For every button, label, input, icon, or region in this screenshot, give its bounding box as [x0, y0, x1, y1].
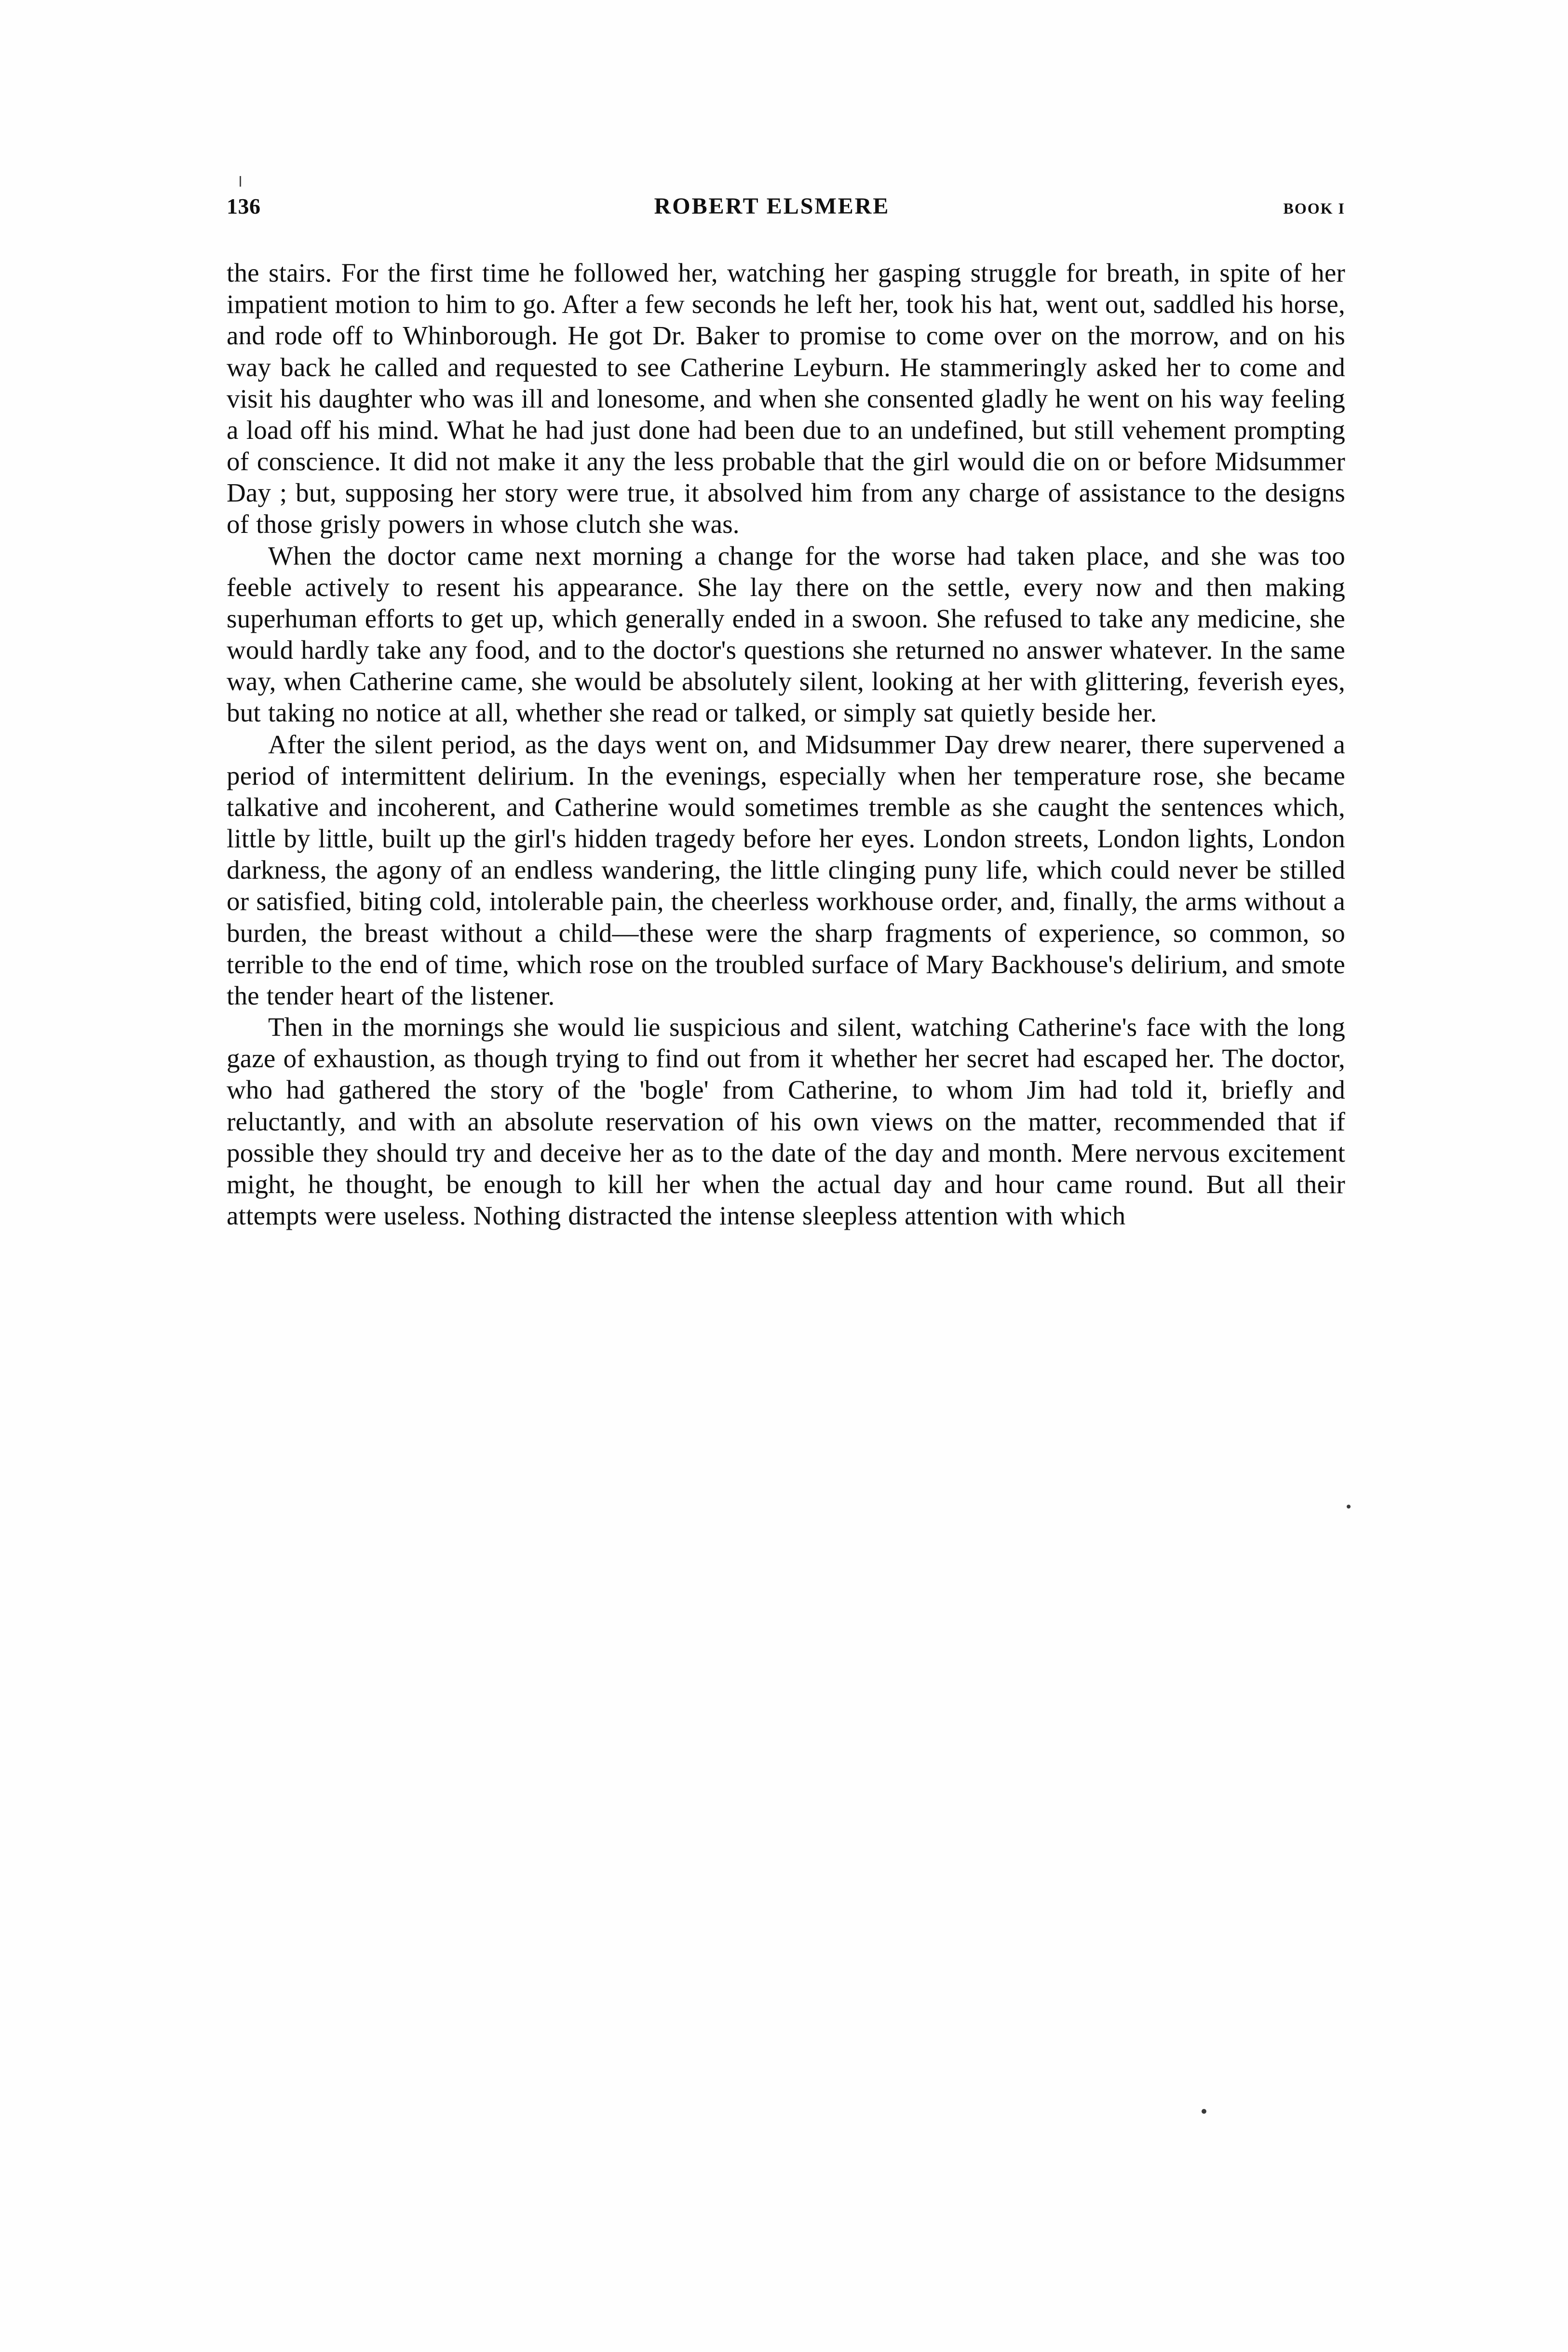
- page-mark-top: [240, 176, 241, 187]
- page-mark-bottom: [1202, 2109, 1206, 2114]
- paragraph: After the silent period, as the days went on, and Midsummer Day drew nearer, there supervened a period of intermittent delirium. In the evenings, especially when her temperature rose, she became talkative and incoherent, and Catherine would sometimes tremble as she caught the sentences which, little by little, built up the girl's hidden tragedy before her eyes. London streets, London lights, London darkness, the agony of an endless wandering, the little clinging puny life, which could never be stilled or satisfied, biting cold, intolerable pain, the cheerless workhouse order, and, finally, the arms without a burden, the breast without a child—these were the sharp fragments of experience, so common, so terrible to the end of time, which rose on the troubled surface of Mary Backhouse's delirium, and smote the tender heart of the listener.: [227, 729, 1345, 1010]
- book-title: ROBERT ELSMERE: [654, 193, 890, 219]
- page-mark-right: [1347, 1505, 1351, 1509]
- paragraph: Then in the mornings she would lie suspicious and silent, watching Catherine's face with the long gaze of exhaustion, as though trying to find out from it whether her secret had escaped her. The doctor, who had gathered the story of the 'bogle' from Catherine, to whom Jim had told it, briefly and reluctantly, and with an absolute reservation of his own views on the matter, recommended that if possible they should try and deceive her as to the date of the day and month. Mere nervous excitement might, he thought, be enough to kill her when the actual day and hour came round. But all their attempts were useless. Nothing distracted the intense sleepless attention with which: [227, 1012, 1345, 1231]
- book-label: BOOK I: [1283, 200, 1345, 217]
- running-head: [227, 193, 1345, 219]
- page-number: 136: [227, 194, 261, 218]
- paragraph: When the doctor came next morning a change for the worse had taken place, and she was too feeble actively to resent his appearance. She lay there on the settle, every now and then making superhuman efforts to get up, which generally ended in a swoon. She refused to take any medicine, she would hardly take any food, and to the doctor's questions she returned no answer whatever. In the same way, when Catherine came, she would be absolutely silent, looking at her with glittering, feverish eyes, but taking no notice at all, whether she read or talked, or simply sat quietly beside her.: [227, 541, 1345, 728]
- page-content: [227, 193, 1345, 1231]
- paragraph: the stairs. For the first time he followed her, watching her gasping struggle for breath, in spite of her impatient motion to him to go. After a few seconds he left her, took his hat, went out, saddled his horse, and rode off to Whinborough. He got Dr. Baker to promise to come over on the morrow, and on his way back he called and requested to see Catherine Leyburn. He stammeringly asked her to come and visit his daughter who was ill and lonesome, and when she consented gladly he went on his way feeling a load off his mind. What he had just done had been due to an undefined, but still vehement prompting of conscience. It did not make it any the less probable that the girl would die on or before Midsummer Day ; but, supposing her story were true, it absolved him from any charge of assistance to the designs of those grisly powers in whose clutch she was.: [227, 258, 1345, 539]
- body-text: [227, 257, 1345, 1231]
